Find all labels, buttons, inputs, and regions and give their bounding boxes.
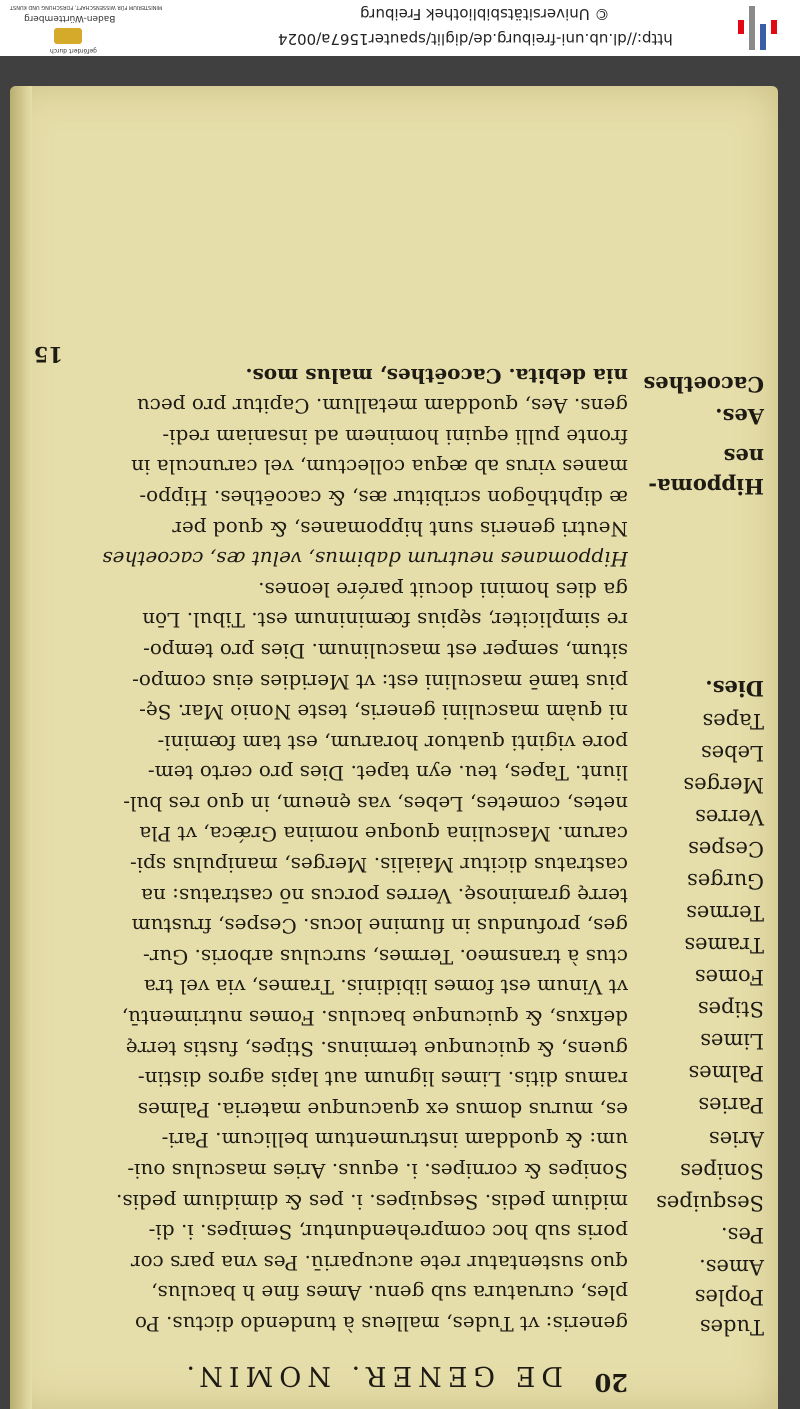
text-line: Neutri generis sunt hippomanes, & quod per: [172, 516, 628, 541]
state-name: Baden-Württemberg: [24, 13, 116, 23]
margin-note: Merges: [683, 773, 764, 797]
running-head: [180, 1360, 563, 1391]
margin-note: Gurges: [687, 869, 764, 893]
copyright-text: [360, 5, 609, 23]
text-line: ramus ditis. Limes lignum aut lapis agros distin-: [137, 1067, 628, 1092]
margin-note: Aries: [708, 1127, 764, 1151]
text-line: guens, & quicunque terminus. Stipes, fustis terrę: [125, 1036, 628, 1061]
margin-note: Sesquipes: [656, 1191, 764, 1215]
text-line: terrę graminosę. Verres porcus nō castratus: na: [141, 883, 628, 908]
margin-note: Aes.: [715, 404, 764, 429]
margin-note: Sonipes: [680, 1159, 764, 1183]
margin-note: Hippoma-: [648, 474, 764, 499]
text-line: quo sustentatur rete aucupariū. Pes vna pars cor: [130, 1250, 628, 1275]
body-text: [28, 360, 628, 1339]
margin-note: Dies.: [705, 676, 764, 701]
text-line: gens. Aes, quoddam metallum. Capitur pro pecu: [136, 394, 628, 419]
crest-icon: [54, 28, 82, 44]
ub-freiburg-logo-icon: [738, 6, 778, 50]
funded-by: gefördert durch: [50, 47, 97, 54]
text-line: generis: vt Tudes, malleus à tundendo dictus. Po: [134, 1312, 628, 1336]
text-line: poris sub hoc comprehenduntur, Semipes. i. di-: [148, 1220, 628, 1245]
margin-note: Stipes: [697, 997, 764, 1021]
margin-note: nes: [723, 444, 764, 469]
margin-note: Tapes: [702, 709, 764, 733]
margin-note: Paries: [698, 1093, 764, 1117]
text-line: fronte pulli equini hominem ad insaniam redi-: [162, 424, 628, 449]
page-number: 20: [594, 1368, 628, 1397]
margin-note: Limes: [700, 1029, 764, 1053]
margin-note: Palmes: [688, 1061, 764, 1085]
text-line: castratus dicitur Maialis. Merges, manipulus spi-: [129, 853, 628, 878]
margin-note: Termes: [686, 901, 764, 925]
text-line: manes virus ab æqua collectum, vel caruncula in: [131, 455, 628, 480]
text-line: pius tamē masculini est: vt Meridies eius compo-: [132, 669, 628, 694]
text-line: Sonipes & cornipes. i. equus. Aries masculus oui-: [127, 1159, 628, 1184]
text-line: ges, profundus in flumine locus. Cespes, frustum: [131, 914, 628, 939]
text-line: vt Vinum est fomes libidinis. Trames, via vel tra: [143, 975, 628, 1000]
margin-note: Lebes: [700, 741, 764, 765]
text-line: ples, curuatura sub genu. Ames fine h baculus,: [151, 1281, 628, 1306]
text-line: carum. Masculina quoque nomina Grǽca, vt Pla: [139, 822, 628, 847]
text-line: re simpliciter, sępius fœmininum est. Tibul. Lōn: [142, 608, 628, 633]
catchword: 15: [33, 342, 63, 367]
margin-note: Pes.: [720, 1223, 764, 1247]
verse-line: Hippomanes neutrum dabimus, velut æs, cacoethes: [102, 547, 628, 572]
text-line: defixus, & quicunque baculus. Fomes nutrimentū,: [121, 1006, 628, 1031]
text-line: ctus à transmeo. Termes, surculus arboris. Gur-: [143, 944, 628, 969]
url-text[interactable]: [278, 30, 673, 48]
margin-note: Verres: [695, 805, 764, 829]
running-head-text: DE GENER. NOMIN.: [180, 1360, 563, 1391]
margin-note: Ames.: [699, 1255, 764, 1279]
text-line: situm, semper est masculinum. Dies pro tempo-: [143, 638, 628, 663]
text-line: ga dies homini docuit parére leones.: [258, 577, 628, 602]
ministry-line: MINISTERIUM FÜR WISSENSCHAFT, FORSCHUNG UND KUNST: [10, 4, 163, 10]
text-line: pore viginti quatuor horarum, est tam fœmini-: [157, 730, 628, 755]
text-line: liunt. Tapes, teu. eyn tapet. Dies pro certo tem-: [147, 761, 628, 786]
text-line: es, murus domus ex quacunque materia. Palmes: [137, 1097, 628, 1122]
margin-note: Fomes: [694, 965, 764, 989]
ministry-logo: [10, 4, 163, 54]
margin-note: Poples: [694, 1285, 764, 1309]
margin-note: Cespes: [688, 837, 764, 861]
scanned-page: [10, 86, 778, 1409]
margin-note: Cacoethes: [643, 372, 764, 397]
url-label[interactable]: http://dl.ub.uni-freiburg.de/diglit/spauter1567a/0024: [278, 30, 673, 48]
margin-note: Trames: [684, 933, 764, 957]
upside-down-text-block: [10, 86, 778, 1409]
text-line: netes, cometes, Lebes, vas ęneum, in quo res bul-: [123, 791, 628, 816]
library-banner: [0, 0, 800, 56]
text-line: ni quàm masculini generis, teste Nonio Mar. Sę-: [139, 700, 628, 725]
text-line: midium pedis. Sesquipes. i. pes & dimidium pedis.: [115, 1189, 628, 1214]
text-line: um: & quoddam instrumentum bellicum. Pari-: [161, 1128, 628, 1153]
text-line: æ diphthōgon scribitur æs, & cacoēthes. Hippo-: [139, 485, 628, 510]
margin-note: Tudes: [699, 1315, 764, 1339]
copyright-label: © Universitätsbibliothek Freiburg: [360, 5, 610, 23]
text-line: nia debita. Cacoēthes, malus mos.: [245, 363, 628, 388]
